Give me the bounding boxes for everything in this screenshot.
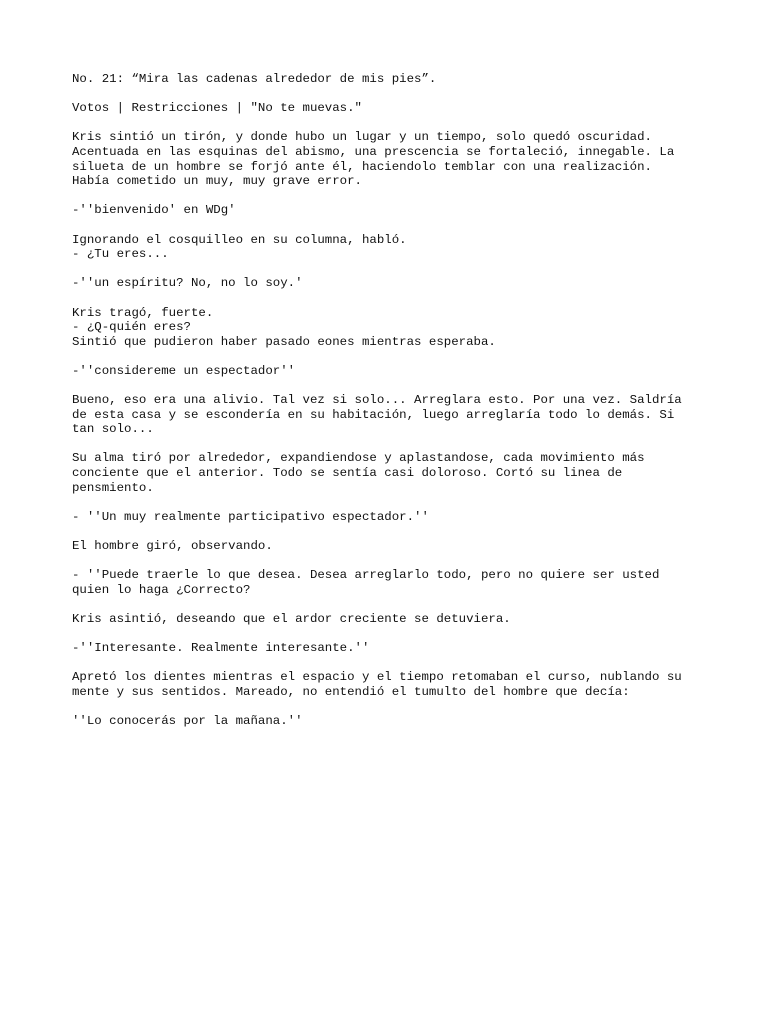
paragraph: Su alma tiró por alrededor, expandiendose y aplastandose, cada movimiento más conciente que el anterior. Todo se sentía casi doloroso. Cortó su linea de pensmiento. bbox=[72, 451, 645, 495]
document-page bbox=[72, 72, 702, 743]
dialogue-line: -''Interesante. Realmente interesante.'' bbox=[72, 641, 370, 656]
paragraph: El hombre giró, observando. bbox=[72, 539, 273, 553]
dialogue-line: -''considereme un espectador'' bbox=[72, 363, 296, 378]
paragraph: Apretó los dientes mientras el espacio y el tiempo retomaban el curso, nublando su mente y sus sentidos. Mareado, no entendió el tumulto del hombre que decía: bbox=[72, 670, 682, 699]
paragraph: Kris tragó, fuerte. - ¿Q-quién eres? Sintió que pudieron haber pasado eones mientras esperaba. bbox=[72, 305, 496, 349]
paragraph: Kris sintió un tirón, y donde hubo un lugar y un tiempo, solo quedó oscuridad. Acentuada en las esquinas del abismo, una prescencia se fortaleció, innegable. La silueta de un hombre se forjó ante él, haciendolo temblar con una realización. Había cometido un muy, muy grave error. bbox=[72, 130, 675, 189]
dialogue-line: - ''Un muy realmente participativo espectador.'' bbox=[72, 509, 429, 524]
dialogue-line: - ''Puede traerle lo que desea. Desea arreglarlo todo, pero no quiere ser usted quien lo haga ¿Correcto? bbox=[72, 568, 660, 597]
paragraph-title: No. 21: “Mira las cadenas alrededor de mis pies”. bbox=[72, 72, 437, 86]
dialogue-line: ''Lo conocerás por la mañana.'' bbox=[72, 714, 303, 729]
paragraph: Bueno, eso era una alivio. Tal vez si solo... Arreglara esto. Por una vez. Saldría de esta casa y se escondería en su habitación, luego arreglaría todo lo demás. Si tan solo... bbox=[72, 393, 682, 437]
paragraph-tags: Votos | Restricciones | "No te muevas." bbox=[72, 101, 362, 116]
paragraph: Kris asintió, deseando que el ardor creciente se detuviera. bbox=[72, 611, 511, 626]
dialogue-line: -''un espíritu? No, no lo soy.' bbox=[72, 276, 303, 291]
dialogue-line: -''bienvenido' en WDg' bbox=[72, 203, 236, 218]
paragraph: Ignorando el cosquilleo en su columna, habló. - ¿Tu eres... bbox=[72, 232, 407, 262]
